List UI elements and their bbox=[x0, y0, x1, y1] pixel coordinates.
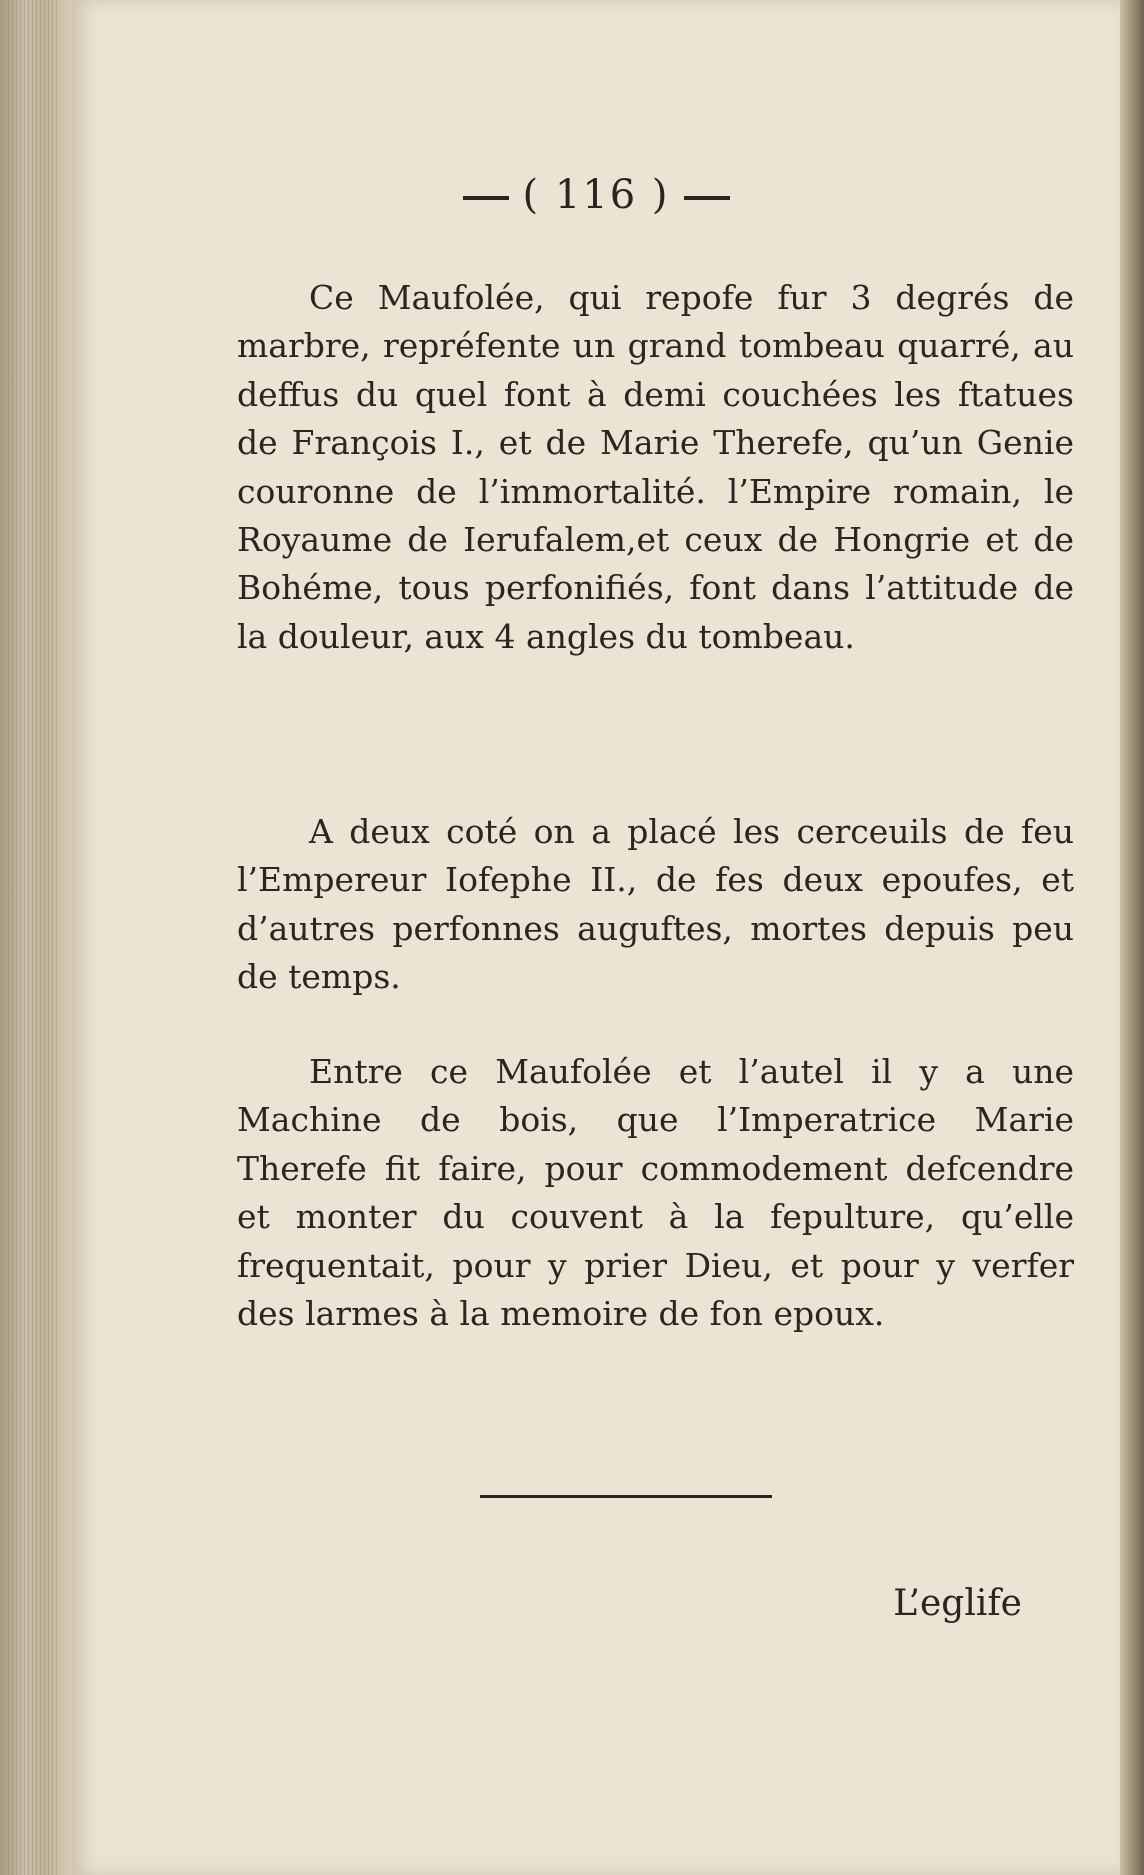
paragraph-2: A deux coté on a placé les cerceuils de feu l’Empereur Iofephe II., de fes deux epoufes, et d’autres perfonnes auguftes, mortes depuis peu de temps. bbox=[237, 812, 1074, 997]
book-spine bbox=[0, 0, 72, 1875]
section-rule bbox=[480, 1495, 772, 1498]
header-dash-right bbox=[684, 196, 730, 200]
page-right-edge bbox=[1120, 0, 1144, 1875]
catchword: L’eglife bbox=[893, 1583, 1022, 1624]
page-number: ( 116 ) bbox=[522, 172, 670, 218]
paragraph-3: Entre ce Maufolée et l’autel il y a une Machine de bois, que l’Imperatrice Marie Therefe fit faire, pour commodement defcendre et monter du couvent à la fepulture, qu’elle frequentait, pour y prier Dieu, et pour y verfer des larmes à la memoire de fon epoux. bbox=[237, 1052, 1074, 1334]
page-edges bbox=[8, 0, 60, 1875]
paragraph-1: Ce Maufolée, qui repofe fur 3 degrés de marbre, repréfente un grand tombeau quarré, au deffus du quel font à demi couchées les ftatues de François I., et de Marie Therefe, qu’un Genie couronne de l’immortalité. l’Empire romain, le Royaume de Ierufalem,et ceux de Hongrie et de Bohéme, tous perfonifiés, font dans l’attitude de la douleur, aux 4 angles du tombeau. bbox=[237, 278, 1074, 656]
page-header bbox=[72, 172, 1120, 218]
book-page bbox=[72, 0, 1120, 1875]
header-dash-left bbox=[463, 196, 509, 200]
